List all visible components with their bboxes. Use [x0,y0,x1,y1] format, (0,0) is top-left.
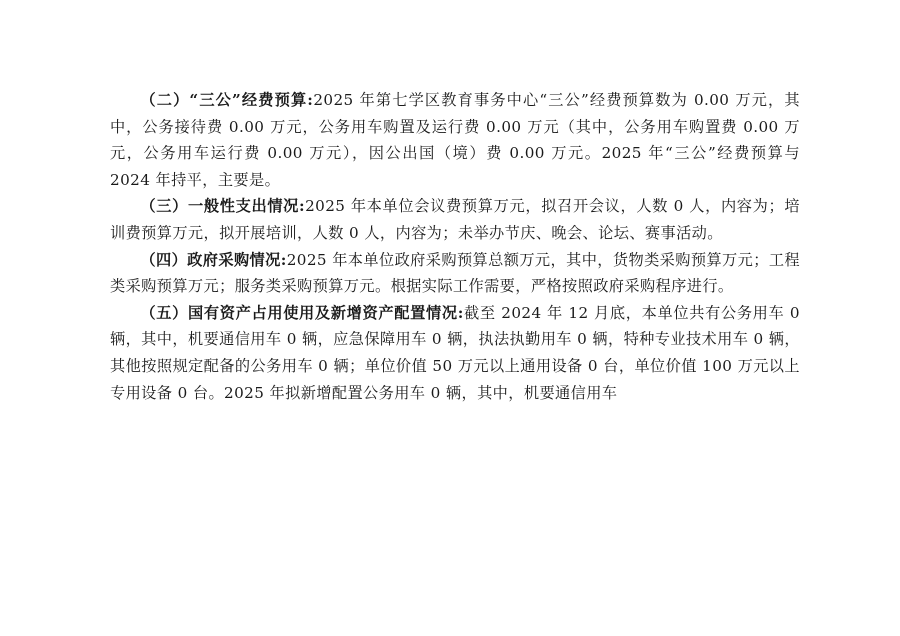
paragraph-heading: （二）“三公”经费预算: [140,91,314,109]
paragraph-text: 2025 年本单位政府采购预算总额万元，其中，货物类采购预算万元；工程类采购预算万元；服务类采购预算万元。根据实际工作需要，严格按照政府采购程序进行。 [110,250,800,296]
paragraph-government-procurement [110,247,800,300]
document-page [110,87,800,406]
paragraph-general-expenditure [110,193,800,246]
paragraph-heading: （四）政府采购情况: [140,250,287,269]
paragraph-state-assets [110,300,800,406]
paragraph-text: 截至 2024 年 12 月底，本单位共有公务用车 0 辆，其中，机要通信用车 0 辆，应急保障用车 0 辆，执法执勤用车 0 辆，特种专业技术用车 0 辆，其他按照规定配备的公务用车 0 辆；单位价值 50 万元以上通用设备 0 台，单位价值 100 万元以上专用设备 0 台。2025 年拟新增配置公务用车 0 辆，其中，机要通信用车 [110,303,800,402]
paragraph-heading: （五）国有资产占用使用及新增资产配置情况: [140,303,464,322]
paragraph-text: 2025 年第七学区教育事务中心“三公”经费预算数为 0.00 万元，其中，公务接待费 0.00 万元，公务用车购置及运行费 0.00 万元（其中，公务用车购置费 0.00 万元，公务用车运行费 0.00 万元），因公出国（境）费 0.00 万元。2025 年“三公”经费预算与 2024 年持平，主要是。 [110,91,800,189]
paragraph-text: 2025 年本单位会议费预算万元，拟召开会议，人数 0 人，内容为；培训费预算万元，拟开展培训，人数 0 人，内容为；未举办节庆、晚会、论坛、赛事活动。 [110,197,800,242]
paragraph-heading: （三）一般性支出情况: [140,197,306,216]
paragraph-sanggong-budget [110,87,800,193]
